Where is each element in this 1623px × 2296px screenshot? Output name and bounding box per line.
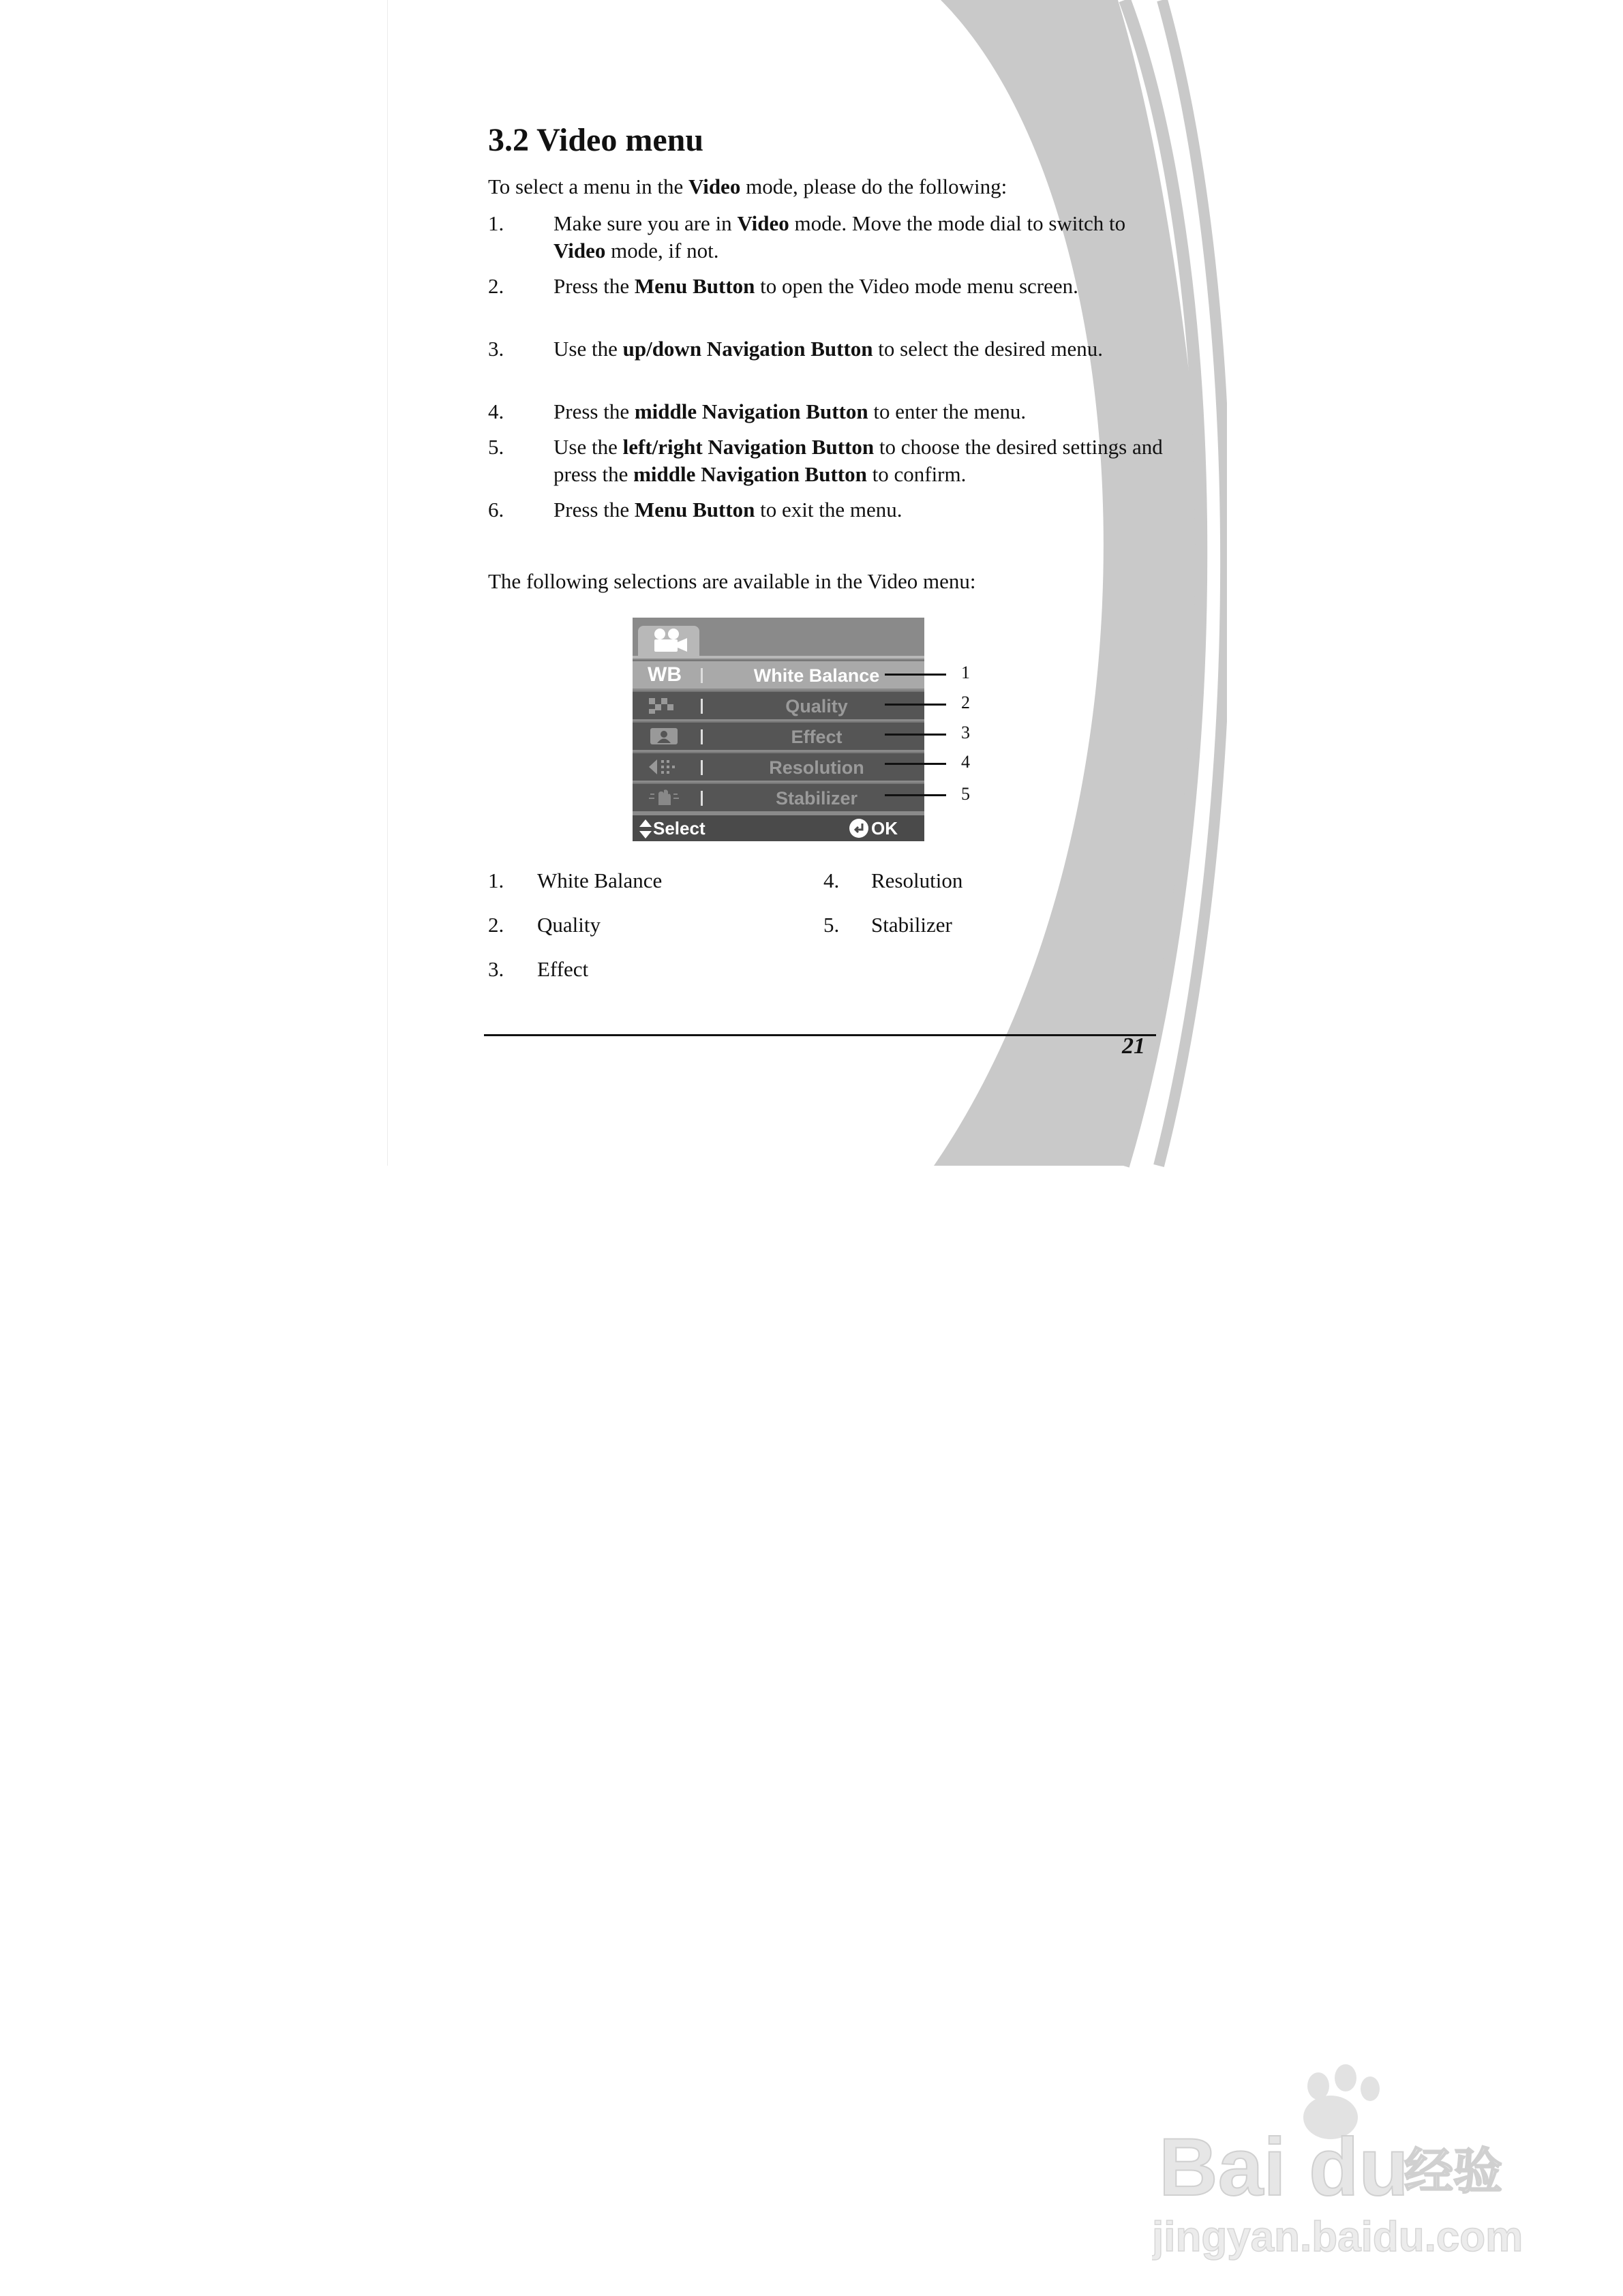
- watermark-suffix: 经验: [1404, 2143, 1503, 2200]
- intro-text: To select a menu in the Video mode, please do the following:: [488, 175, 1007, 198]
- available-text: The following selections are available in the Video menu:: [488, 569, 976, 593]
- resolution-icon: [648, 758, 680, 776]
- step-text: Press the middle Navigation Button to enter the menu.: [553, 399, 1027, 423]
- callout-number: 2: [961, 693, 970, 712]
- step-number: 3.: [488, 337, 504, 361]
- step-number: 2.: [488, 274, 504, 298]
- footer-select-label: Select: [653, 818, 706, 839]
- menu-row-label: Resolution: [769, 757, 864, 778]
- step-text: Press the Menu Button to exit the menu.: [553, 498, 902, 522]
- up-down-arrows-icon: [639, 819, 652, 839]
- menu-row[interactable]: [633, 783, 924, 811]
- menu-footer: [633, 815, 924, 841]
- menu-row[interactable]: [633, 691, 924, 719]
- menu-row-label: Effect: [791, 727, 843, 747]
- effect-icon: [648, 727, 680, 745]
- step-text: Use the left/right Navigation Button to choose the desired settings and press the middle Navigation Button to confirm.: [553, 435, 1163, 486]
- callout-line: [885, 734, 946, 736]
- callout-line: [885, 704, 946, 706]
- callout-number: 5: [961, 784, 970, 804]
- legend-label: Resolution: [871, 868, 963, 892]
- watermark-brand: Bai du: [1159, 2121, 1409, 2213]
- row-divider: [701, 729, 703, 744]
- video-tab: [638, 626, 699, 656]
- legend-label: White Balance: [537, 868, 663, 892]
- legend-number: 3.: [488, 957, 504, 981]
- legend-number: 4.: [823, 868, 840, 892]
- menu-row-label: Quality: [785, 696, 848, 716]
- row-divider: [701, 791, 703, 806]
- menu-row[interactable]: [633, 752, 924, 781]
- step-text: Press the Menu Button to open the Video mode menu screen.: [553, 274, 1078, 298]
- menu-row-label: White Balance: [753, 665, 880, 686]
- callout-number: 3: [961, 723, 970, 742]
- callout-line: [885, 674, 946, 676]
- tab-line: [633, 656, 924, 659]
- wb-icon: WB: [648, 663, 682, 686]
- callout-line: [885, 763, 946, 765]
- step-number: 4.: [488, 399, 504, 423]
- legend-number: 5.: [823, 913, 840, 937]
- row-divider: [701, 760, 703, 775]
- page-number: 21: [1122, 1033, 1145, 1059]
- quality-icon: [648, 697, 680, 714]
- legend-label: Effect: [537, 957, 589, 981]
- row-divider: [701, 699, 703, 714]
- baidu-watermark: [1152, 2059, 1534, 2263]
- watermark-url: jingyan.baidu.com: [1152, 2214, 1523, 2261]
- footer-ok-label: OK: [871, 818, 898, 839]
- menu-row[interactable]: [633, 660, 924, 689]
- legend-label: Quality: [537, 913, 601, 937]
- enter-icon: [849, 819, 868, 838]
- step-number: 1.: [488, 211, 504, 235]
- video-camera-icon: [638, 626, 699, 656]
- step-text: Use the up/down Navigation Button to select the desired menu.: [553, 337, 1103, 361]
- stabilizer-icon: [648, 789, 680, 806]
- callout-number: 1: [961, 663, 970, 682]
- legend-number: 2.: [488, 913, 504, 937]
- callout-line: [885, 794, 946, 796]
- step-number: 6.: [488, 498, 504, 522]
- step-number: 5.: [488, 435, 504, 459]
- menu-row[interactable]: [633, 721, 924, 750]
- step-text: Make sure you are in Video mode. Move the mode dial to switch to Video mode, if not.: [553, 211, 1126, 262]
- section-heading: 3.2 Video menu: [488, 122, 704, 158]
- legend-number: 1.: [488, 868, 504, 892]
- footer-rule: [484, 1034, 1156, 1036]
- row-divider: [701, 668, 703, 683]
- callout-number: 4: [961, 752, 970, 772]
- menu-row-label: Stabilizer: [775, 788, 858, 809]
- video-menu-screenshot: [633, 618, 924, 841]
- legend-label: Stabilizer: [871, 913, 952, 937]
